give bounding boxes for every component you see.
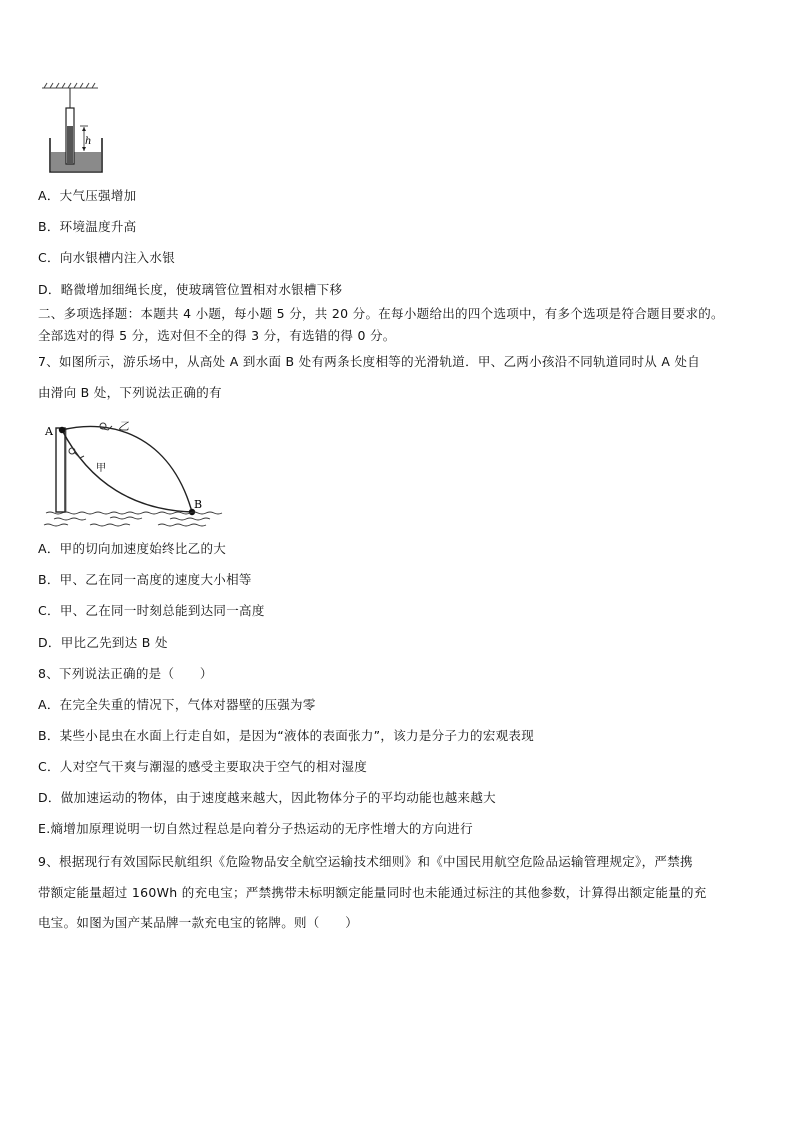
track-jia [62,430,192,512]
q6-option-d: D．略微增加细绳长度，使玻璃管位置相对水银槽下移 [38,282,343,297]
q6-option-a: A．大气压强增加 [38,188,137,203]
q7-option-c: C．甲、乙在同一时刻总能到达同一高度 [38,603,265,618]
label-b: B [194,498,203,511]
label-yi: 乙 [118,420,129,433]
q8-option-d: D．做加速运动的物体，由于速度越来越大，因此物体分子的平均动能也越来越大 [38,790,496,805]
section2-instructions-line1: 二、多项选择题：本题共 4 小题，每小题 5 分，共 20 分。在每小题给出的四个选项中，有多个选项是符合题目要求的。 [38,306,724,321]
ceiling-hatch [42,83,98,88]
q7-option-d: D．甲比乙先到达 B 处 [38,635,168,650]
q8-option-e: E.熵增加原理说明一切自然过程总是向着分子热运动的无序性增大的方向进行 [38,821,473,836]
q8-stem: 8、下列说法正确的是（ ） [38,666,213,681]
q7-option-a: A．甲的切向加速度始终比乙的大 [38,541,227,556]
hanging-tube-figure [36,82,116,174]
label-a: A [45,425,53,438]
section2-instructions-line2: 全部选对的得 5 分，选对但不全的得 3 分，有选错的得 0 分。 [38,328,396,343]
q8-option-b: B．某些小昆虫在水面上行走自如，是因为“液体的表面张力”，该力是分子力的宏观表现 [38,728,535,743]
q6-option-c: C．向水银槽内注入水银 [38,250,176,265]
track-yi [62,426,192,512]
q8-option-c: C．人对空气干爽与潮湿的感受主要取决于空气的相对湿度 [38,759,368,774]
slide-tracks-figure [40,414,240,530]
q6-option-b: B．环境温度升高 [38,219,137,234]
label-jia: 甲 [96,463,106,474]
q7-stem-line2: 由滑向 B 处，下列说法正确的有 [38,385,222,400]
q9-stem-line3: 电宝。如图为国产某品牌一款充电宝的铭牌。则（ ） [38,915,359,930]
q7-option-b: B．甲、乙在同一高度的速度大小相等 [38,572,252,587]
label-h: h [85,136,92,147]
mercury-column [67,126,73,164]
point-a [59,427,65,433]
mercury [51,152,101,172]
q9-stem-line2: 带额定能量超过 160Wh 的充电宝；严禁携带未标明额定能量同时也未能通过标注的其他参数，计算得出额定能量的充 [38,885,707,900]
tower [56,428,65,512]
q8-option-a: A．在完全失重的情况下，气体对器壁的压强为零 [38,697,316,712]
water-surface [44,512,222,526]
q7-stem-line1: 7、如图所示，游乐场中，从高处 A 到水面 B 处有两条长度相等的光滑轨道．甲、乙两小孩沿不同轨道同时从 A 处自 [38,354,701,369]
q9-stem-line1: 9、根据现行有效国际民航组织《危险物品安全航空运输技术细则》和《中国民用航空危险品运输管理规定》，严禁携 [38,854,693,869]
